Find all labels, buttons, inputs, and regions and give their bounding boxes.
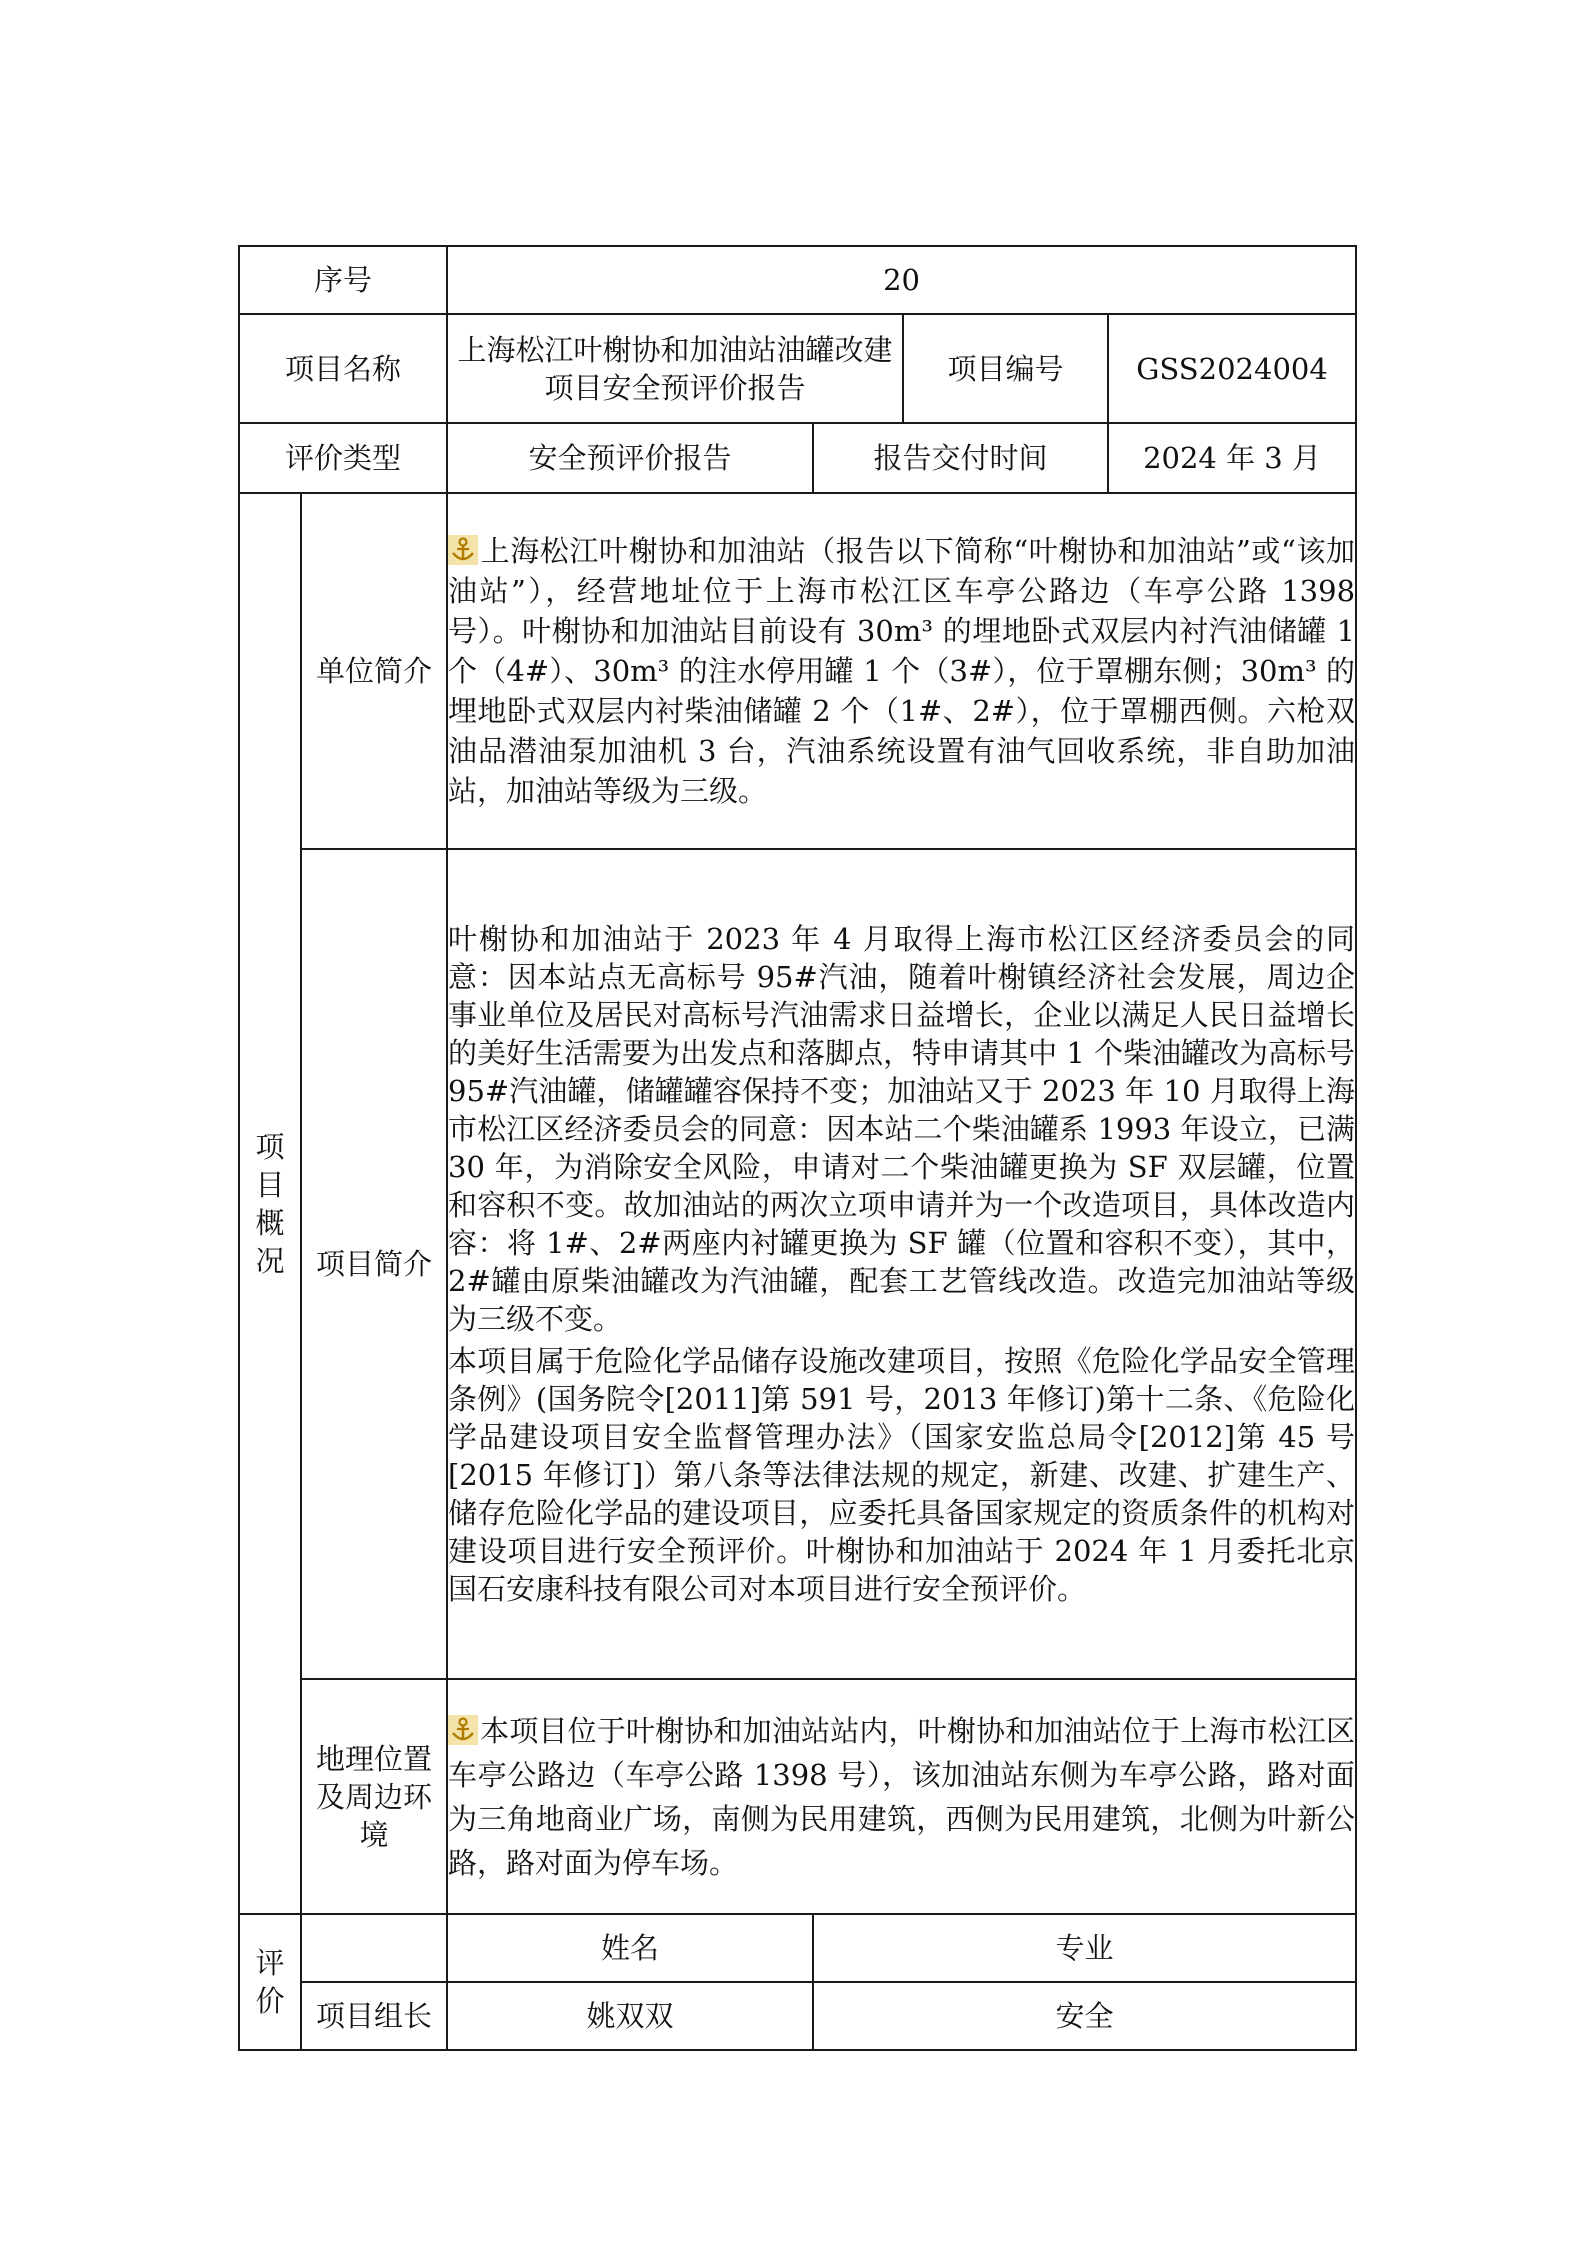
- delivery-value: 2024 年 3 月: [1108, 423, 1356, 493]
- row-eval-type: [239, 423, 1356, 493]
- unit-intro-cell: [447, 493, 1356, 849]
- name-header: 姓名: [447, 1914, 813, 1982]
- unit-intro-label: 单位简介: [301, 493, 447, 849]
- delivery-label: 报告交付时间: [813, 423, 1108, 493]
- eval-header-blank: [301, 1914, 447, 1982]
- overview-char: 况: [255, 1243, 285, 1278]
- project-name-label: 项目名称: [239, 314, 447, 423]
- project-intro-paragraph-1: 叶榭协和加油站于 2023 年 4 月取得上海市松江区经济委员会的同意：因本站点无高标号 95#汽油，随着叶榭镇经济社会发展，周边企事业单位及居民对高标号汽油需求日益增长，企业以满足人民日益增长的美好生活需要为出发点和落脚点，特申请其中 1 个柴油罐改为高标号 95#汽油罐，储罐罐容保持不变；加油站又于 2023 年 10 月取得上海市松江区经济委员会的同意：因本站二个柴油罐系 1993 年设立，已满 30 年，为消除安全风险，申请对二个柴油罐更换为 SF 双层罐，位置和容积不变。故加油站的两次立项申请并为一个改造项目，具体改造内容：将 1#、2#两座内衬罐更换为 SF 罐（位置和容积不变），其中，2#罐由原柴油罐改为汽油罐，配套工艺管线改造。改造完加油站等级为三级不变。: [448, 922, 1356, 1336]
- row-project-name: [239, 314, 1356, 423]
- eval-label: [239, 1914, 301, 2050]
- row-project-intro: [239, 849, 1356, 1679]
- row-unit-intro: [239, 493, 1356, 849]
- eval-type-label: 评价类型: [239, 423, 447, 493]
- leader-label: 项目组长: [301, 1982, 447, 2050]
- row-eval-header: [239, 1914, 1356, 1982]
- seq-value: 20: [447, 246, 1356, 314]
- anchor-icon: [448, 1713, 478, 1743]
- project-no-label: 项目编号: [903, 314, 1108, 423]
- overview-char: 目: [255, 1167, 285, 1202]
- anchor-icon: [448, 535, 478, 565]
- project-name-value: 上海松江叶榭协和加油站油罐改建项目安全预评价报告: [447, 314, 903, 423]
- project-no-value: GSS2024004: [1108, 314, 1356, 423]
- major-header: 专业: [813, 1914, 1356, 1982]
- overview-char: 项: [255, 1129, 285, 1164]
- leader-major: 安全: [813, 1982, 1356, 2050]
- row-leader: [239, 1982, 1356, 2050]
- eval-type-value: 安全预评价报告: [447, 423, 813, 493]
- location-label: 地理位置及周边环境: [301, 1679, 447, 1914]
- project-intro-label: 项目简介: [301, 849, 447, 1679]
- project-intro-cell: [447, 849, 1356, 1679]
- eval-char: 评: [255, 1946, 285, 1980]
- row-seq: [239, 246, 1356, 314]
- project-intro-paragraph-2: 本项目属于危险化学品储存设施改建项目，按照《危险化学品安全管理条例》(国务院令[2011]第 591 号，2013 年修订)第十二条、《危险化学品建设项目安全监督管理办法》（国家安监总局令[2012]第 45 号[2015 年修订]）第八条等法律法规的规定，新建、改建、扩建生产、储存危险化学品的建设项目，应委托具备国家规定的资质条件的机构对建设项目进行安全预评价。叶榭协和加油站于 2024 年 1 月委托北京国石安康科技有限公司对本项目进行安全预评价。: [448, 1344, 1356, 1606]
- project-info-table: [238, 245, 1357, 2051]
- seq-label: 序号: [239, 246, 447, 314]
- row-location: [239, 1679, 1356, 1914]
- overview-label: [239, 493, 301, 1914]
- location-cell: [447, 1679, 1356, 1914]
- leader-name: 姚双双: [447, 1982, 813, 2050]
- location-text: 本项目位于叶榭协和加油站站内，叶榭协和加油站位于上海市松江区车亭公路边（车亭公路 1398 号），该加油站东侧为车亭公路，路对面为三角地商业广场，南侧为民用建筑，西侧为民用建筑，北侧为叶新公路，路对面为停车场。: [448, 1713, 1356, 1880]
- unit-intro-text: 上海松江叶榭协和加油站（报告以下简称“叶榭协和加油站”或“该加油站”），经营地址位于上海市松江区车亭公路边（车亭公路 1398 号）。叶榭协和加油站目前设有 30m³ 的埋地卧式双层内衬汽油储罐 1 个（4#）、30m³ 的注水停用罐 1 个（3#），位于罩棚东侧；30m³ 的埋地卧式双层内衬柴油储罐 2 个（1#、2#），位于罩棚西侧。六枪双油品潜油泵加油机 3 台，汽油系统设置有油气回收系统，非自助加油站，加油站等级为三级。: [448, 534, 1356, 808]
- overview-char: 概: [255, 1205, 285, 1240]
- eval-char: 价: [255, 1984, 285, 2018]
